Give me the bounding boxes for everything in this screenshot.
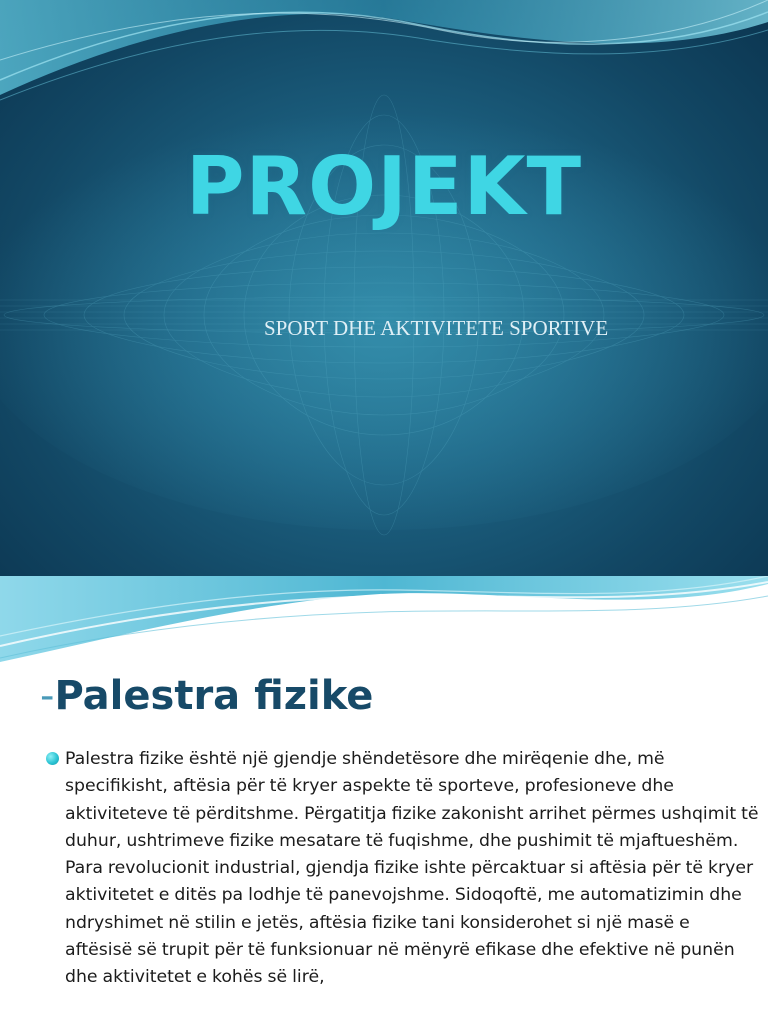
heading-dash: - bbox=[40, 673, 55, 719]
content-slide bbox=[0, 576, 768, 1024]
presentation-title: PROJEKT bbox=[185, 140, 583, 233]
heading-text: Palestra fizike bbox=[54, 673, 374, 719]
bullet-icon bbox=[46, 752, 59, 765]
bullet-text: Palestra fizike është një gjendje shëndetësore dhe mirëqenie dhe, më specifikisht, aftësia për të kryer aspekte të sporteve, profesioneve dhe aktiviteteve të përditshme. Përgatitja fizike zakonisht arrihet përmes ushqimit të duhur, ushtrimeve fizike mesatare të fuqishme, dhe pushimit të mjaftueshëm. Para revolucionit industrial, gjendja fizike ishte përcaktuar si aftësia për të kryer aktivitetet e ditës pa lodhje të panevojshme. Sidoqoftë, me automatizimin dhe ndryshimet në stilin e jetës, aftësia fizike tani konsiderohet si një masë e aftësisë së trupit për të funksionuar në mënyrë efikase dhe efektive në punën dhe aktivitetet e kohës së lirë, bbox=[65, 749, 759, 988]
header-wave-decoration bbox=[0, 576, 768, 666]
slide-heading bbox=[40, 673, 373, 719]
presentation-subtitle: SPORT DHE AKTIVITETE SPORTIVE bbox=[264, 316, 609, 340]
bullet-item bbox=[46, 746, 761, 992]
